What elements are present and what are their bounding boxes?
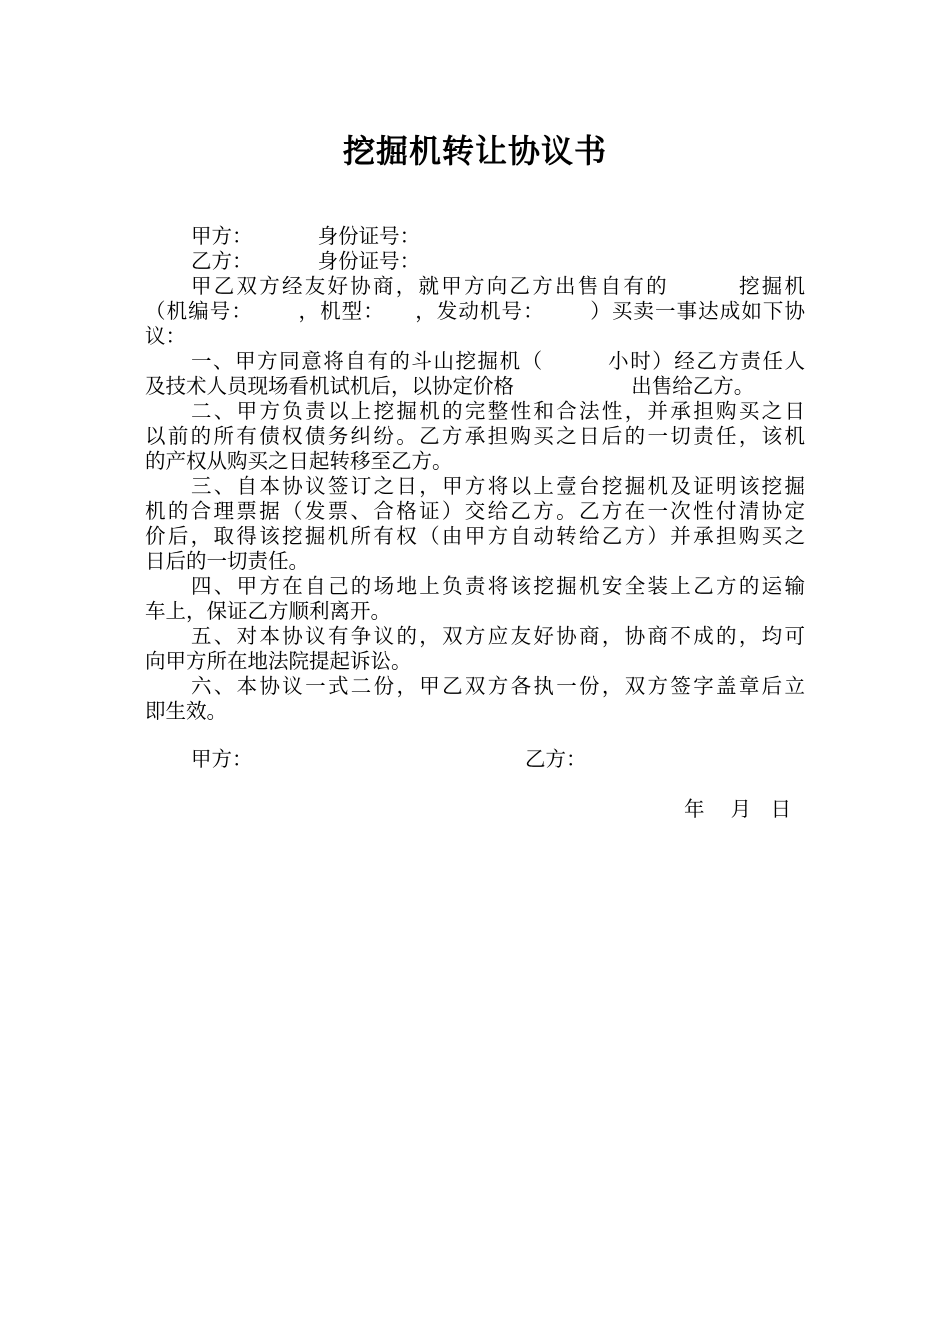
clause-3-line: 日后的一切责任。 [145,549,309,573]
clause-1-line: 及技术人员现场看机试机后，以协定价格 出售给乙方。 [145,374,755,398]
date-line: 年 月 日 [684,797,792,821]
page-title: 挖掘机转让协议书 [342,132,607,170]
party-b-line: 乙方： 身份证号： [191,249,421,273]
party-a-line: 甲方： 身份证号： [191,224,421,248]
clause-5-line: 五、对本协议有争议的，双方应友好协商，协商不成的，均可 [191,624,805,648]
clause-6-line: 六、本协议一式二份，甲乙双方各执一份，双方签字盖章后立 [191,674,805,698]
clause-3-line: 三、自本协议签订之日，甲方将以上壹台挖掘机及证明该挖掘 [191,474,805,498]
paragraph-line: （机编号： ，机型： ，发动机号： ）买卖一事达成如下协 [145,299,805,323]
paragraph-line: 议： [145,324,186,348]
clause-2-line: 二、甲方负责以上挖掘机的完整性和合法性，并承担购买之日 [191,399,805,423]
clause-2-line: 以前的所有债权债务纠纷。乙方承担购买之日后的一切责任，该机 [145,424,805,448]
clause-5-line: 向甲方所在地法院提起诉讼。 [145,649,412,673]
clause-4-line: 车上，保证乙方顺利离开。 [145,599,391,623]
clause-1-line: 一、甲方同意将自有的斗山挖掘机（ 小时）经乙方责任人 [191,349,805,373]
paragraph-line: 甲乙双方经友好协商，就甲方向乙方出售自有的 挖掘机 [191,274,805,298]
clause-3-line: 机的合理票据（发票、合格证）交给乙方。乙方在一次性付清协定 [145,499,805,523]
clause-2-line: 的产权从购买之日起转移至乙方。 [145,449,453,473]
clause-4-line: 四、甲方在自己的场地上负责将该挖掘机安全装上乙方的运输 [191,574,805,598]
signature-party-a: 甲方： [191,747,253,771]
clause-6-line: 即生效。 [145,699,227,723]
clause-3-line: 价后，取得该挖掘机所有权（由甲方自动转给乙方）并承担购买之 [145,524,805,548]
signature-party-b: 乙方： [525,747,587,771]
